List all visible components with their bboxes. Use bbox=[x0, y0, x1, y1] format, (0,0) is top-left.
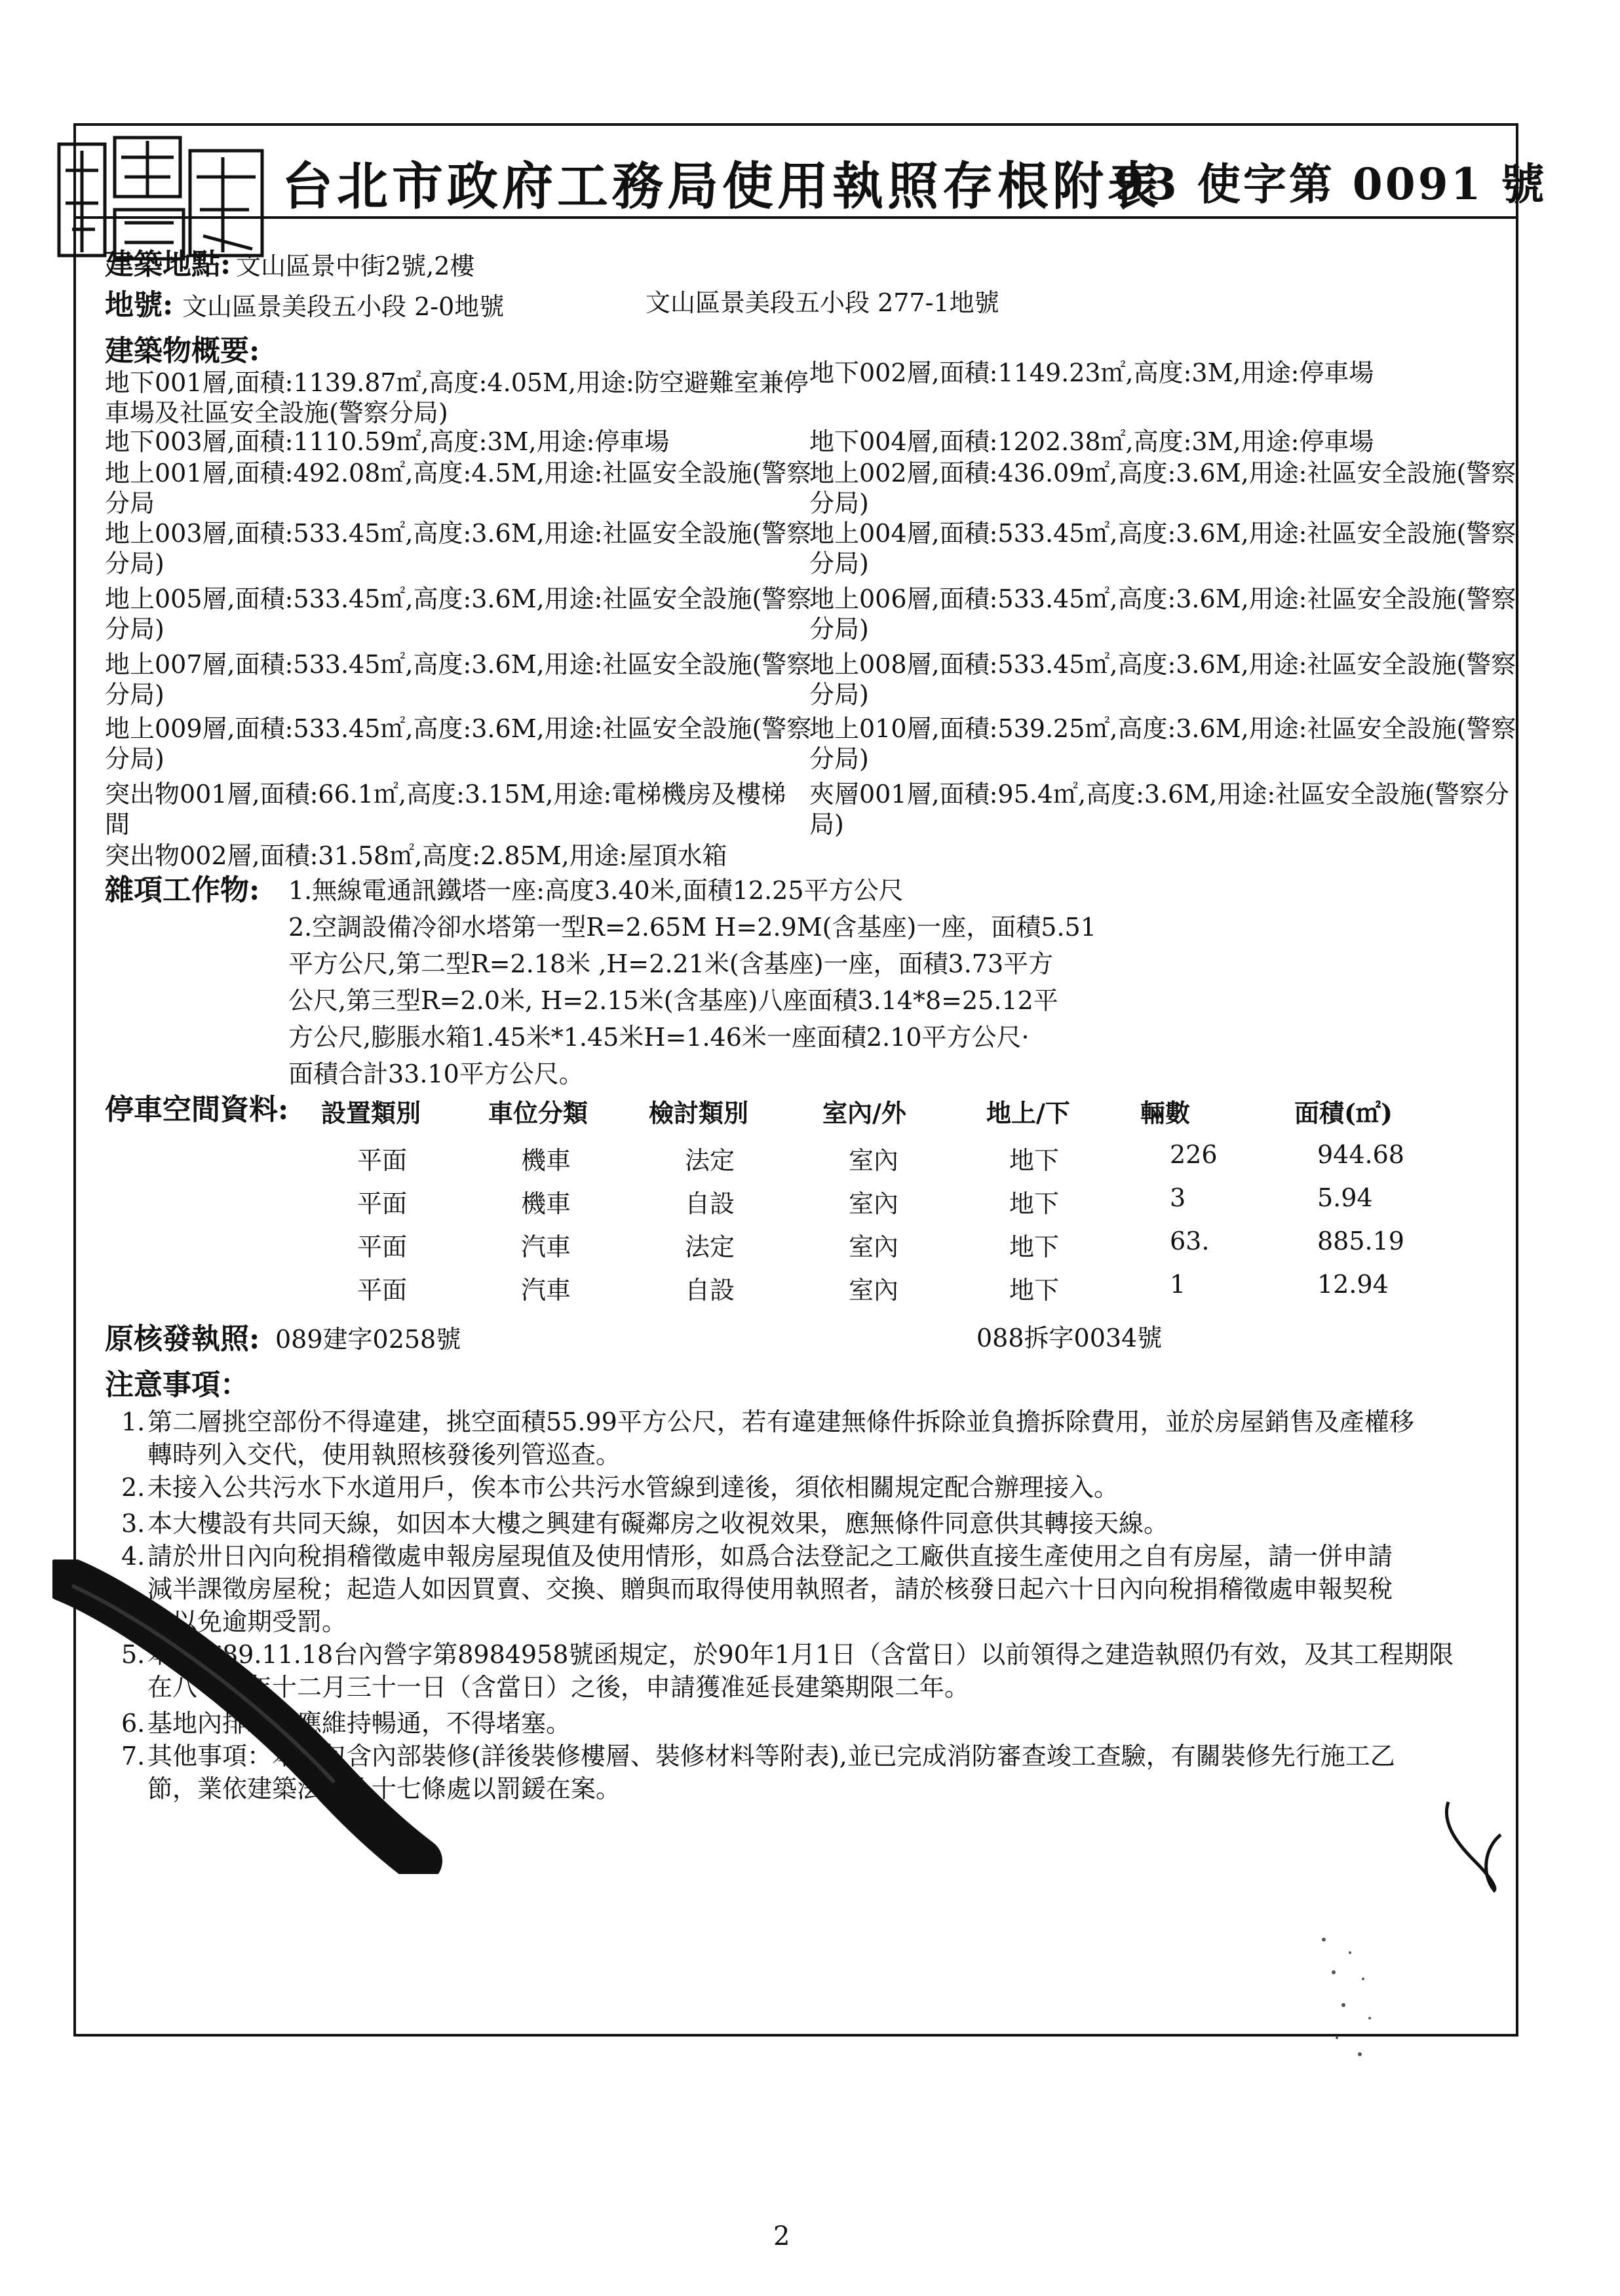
overview-entry-line: 地下004層,面積:1202.38㎡,高度:3M,用途:停車場 bbox=[809, 427, 1374, 456]
note-line: 本大樓設有共同天線，如因本大樓之興建有礙鄰房之收視效果，應無條件同意供其轉接天線。 bbox=[147, 1509, 1169, 1538]
parking-cell: 3 bbox=[1170, 1183, 1186, 1212]
document-title: 台北市政府工務局使用執照存根附表 bbox=[282, 157, 1163, 216]
note-number: 5. bbox=[121, 1640, 145, 1669]
overview-entry-line: 地上002層,面積:436.09㎡,高度:3.6M,用途:社區安全設施(警察 bbox=[809, 459, 1516, 488]
overview-entry-line: 地上006層,面積:533.45㎡,高度:3.6M,用途:社區安全設施(警察 bbox=[809, 584, 1516, 613]
overview-entry-line: 地上009層,面積:533.45㎡,高度:3.6M,用途:社區安全設施(警察 bbox=[105, 714, 812, 743]
note-line: 基地內排水溝應維持暢通，不得堵塞。 bbox=[147, 1709, 571, 1738]
parking-cell: 室內 bbox=[849, 1146, 899, 1175]
note-number: 1. bbox=[121, 1407, 145, 1436]
misc-line: 面積合計33.10平方公尺。 bbox=[288, 1060, 584, 1088]
parking-cell: 自設 bbox=[685, 1276, 735, 1305]
overview-entry-line: 地下002層,面積:1149.23㎡,高度:3M,用途:停車場 bbox=[809, 358, 1374, 387]
parking-cell: 平面 bbox=[357, 1146, 408, 1175]
overview-entry-line: 分局) bbox=[105, 549, 164, 578]
misc-line: 2.空調設備冷卻水塔第一型R=2.65M H=2.9M(含基座)一座，面積5.51 bbox=[288, 913, 1096, 942]
parking-cell: 平面 bbox=[357, 1276, 408, 1305]
note-number: 2. bbox=[121, 1473, 145, 1502]
parking-cell: 地下 bbox=[1009, 1276, 1060, 1305]
note-line: 請於卅日內向稅捐稽徵處申報房屋現值及使用情形，如爲合法登記之工廠供直接生產使用之自有房屋，請一併申請 bbox=[147, 1542, 1393, 1571]
parking-header-cell: 室內/外 bbox=[822, 1098, 906, 1128]
original-license-2: 088拆字0034號 bbox=[976, 1324, 1163, 1352]
note-line: 未接入公共污水下水道用戶，俟本市公共污水管線到達後，須依相關規定配合辦理接入。 bbox=[147, 1473, 1119, 1502]
address-value: 文山區景中街2號,2樓 bbox=[236, 252, 475, 280]
parking-cell: 室內 bbox=[849, 1276, 899, 1305]
parking-cell: 法定 bbox=[685, 1146, 735, 1175]
note-line: 節，業依建築法第八十七條處以罰鍰在案。 bbox=[147, 1774, 621, 1803]
overview-entry-line: 地上005層,面積:533.45㎡,高度:3.6M,用途:社區安全設施(警察 bbox=[105, 584, 812, 613]
parking-cell: 地下 bbox=[1009, 1233, 1060, 1261]
lot-value-1: 文山區景美段五小段 2-0地號 bbox=[182, 292, 505, 321]
parking-cell: 226 bbox=[1170, 1140, 1218, 1169]
overview-entry-line: 地上007層,面積:533.45㎡,高度:3.6M,用途:社區安全設施(警察 bbox=[105, 650, 812, 679]
parking-cell: 地下 bbox=[1009, 1189, 1060, 1218]
overview-entry-line: 地上001層,面積:492.08㎡,高度:4.5M,用途:社區安全設施(警察 bbox=[105, 459, 812, 488]
parking-cell: 平面 bbox=[357, 1233, 408, 1261]
note-line: 本案依89.11.18台內營字第8984958號函規定，於90年1月1日（含當日）以前領得之建造執照仍有效，及其工程期限 bbox=[147, 1640, 1454, 1669]
parking-header-cell: 車位分類 bbox=[488, 1098, 588, 1128]
overview-entry-line: 地上004層,面積:533.45㎡,高度:3.6M,用途:社區安全設施(警察 bbox=[809, 519, 1516, 548]
original-license-1: 089建字0258號 bbox=[275, 1325, 461, 1354]
misc-label: 雜項工作物: bbox=[105, 873, 260, 907]
overview-entry-line: 分局) bbox=[809, 489, 869, 518]
parking-cell: 室內 bbox=[849, 1233, 899, 1261]
note-line: 其他事項：本案包含內部裝修(詳後裝修樓層、裝修材料等附表),並已完成消防審查竣工查驗，有關裝修先行施工乙 bbox=[147, 1742, 1395, 1770]
note-number: 4. bbox=[121, 1542, 145, 1571]
overview-entry-line: 車場及社區安全設施(警察分局) bbox=[105, 398, 448, 427]
overview-entry-line: 間 bbox=[105, 810, 130, 839]
redaction-strike-icon bbox=[52, 1559, 446, 1874]
overview-entry-line: 地上003層,面積:533.45㎡,高度:3.6M,用途:社區安全設施(警察 bbox=[105, 519, 812, 548]
misc-line: 公尺,第三型R=2.0米, H=2.15米(含基座)八座面積3.14*8=25.12平 bbox=[288, 986, 1058, 1015]
note-number: 3. bbox=[121, 1509, 145, 1538]
overview-entry-line: 分局) bbox=[809, 680, 869, 709]
lot-label: 地號: bbox=[105, 288, 174, 322]
overview-entry-line: 地下003層,面積:1110.59㎡,高度:3M,用途:停車場 bbox=[105, 427, 670, 456]
parking-cell: 汽車 bbox=[521, 1276, 571, 1305]
overview-entry-line: 突出物001層,面積:66.1㎡,高度:3.15M,用途:電梯機房及樓梯 bbox=[105, 780, 786, 809]
overview-entry-line: 分局) bbox=[809, 615, 869, 643]
parking-label: 停車空間資料: bbox=[105, 1093, 289, 1126]
parking-cell: 平面 bbox=[357, 1189, 408, 1218]
lot-value-2: 文山區景美段五小段 277-1地號 bbox=[646, 288, 999, 317]
handwritten-mark-icon bbox=[1435, 1795, 1507, 1894]
note-line: 在八十九年十二月三十一日（含當日）之後，申請獲准延長建築期限二年。 bbox=[147, 1673, 970, 1702]
parking-cell: 汽車 bbox=[521, 1233, 571, 1261]
notes-label: 注意事項： bbox=[105, 1368, 249, 1402]
parking-cell: 地下 bbox=[1009, 1146, 1060, 1175]
parking-cell: 機車 bbox=[521, 1189, 571, 1218]
overview-entry-line: 地上008層,面積:533.45㎡,高度:3.6M,用途:社區安全設施(警察 bbox=[809, 650, 1516, 679]
overview-entry-line: 分局) bbox=[105, 615, 164, 643]
overview-entry-line: 分局) bbox=[809, 744, 869, 773]
note-line: 第二層挑空部份不得違建，挑空面積55.99平方公尺，若有違建無條件拆除並負擔拆除費用，並於房屋銷售及產權移 bbox=[147, 1407, 1414, 1436]
original-license-label: 原核發執照: bbox=[105, 1322, 260, 1356]
parking-cell: 法定 bbox=[685, 1233, 735, 1261]
misc-line: 1.無線電通訊鐵塔一座:高度3.40米,面積12.25平方公尺 bbox=[288, 876, 904, 905]
parking-cell: 機車 bbox=[521, 1146, 571, 1175]
parking-header-cell: 輛數 bbox=[1140, 1098, 1191, 1128]
scan-speckle-icon bbox=[1311, 1933, 1389, 2064]
overview-entry-line: 突出物002層,面積:31.58㎡,高度:2.85M,用途:屋頂水箱 bbox=[105, 841, 727, 870]
parking-header-cell: 地上/下 bbox=[986, 1098, 1070, 1128]
parking-header-cell: 檢討類別 bbox=[649, 1098, 749, 1128]
note-number: 7. bbox=[121, 1742, 145, 1770]
parking-cell: 5.94 bbox=[1317, 1183, 1373, 1212]
note-line: 轉時列入交代，使用執照核發後列管巡查。 bbox=[147, 1440, 621, 1469]
overview-entry-line: 夾層001層,面積:95.4㎡,高度:3.6M,用途:社區安全設施(警察分 bbox=[809, 780, 1509, 809]
note-line: 減半課徵房屋稅；起造人如因買賣、交換、贈與而取得使用執照者，請於核發日起六十日內向稅捐稽徵處申報契稅 bbox=[147, 1575, 1393, 1603]
overview-entry-line: 分局) bbox=[105, 744, 164, 773]
parking-header-cell: 面積(㎡) bbox=[1294, 1098, 1393, 1128]
parking-cell: 室內 bbox=[849, 1189, 899, 1218]
parking-cell: 自設 bbox=[685, 1189, 735, 1218]
parking-cell: 944.68 bbox=[1317, 1140, 1404, 1169]
misc-line: 平方公尺,第二型R=2.18米 ,H=2.21米(含基座)一座，面積3.73平方 bbox=[288, 949, 1054, 978]
overview-entry-line: 地上010層,面積:539.25㎡,高度:3.6M,用途:社區安全設施(警察 bbox=[809, 714, 1516, 743]
overview-entry-line: 分局) bbox=[809, 549, 869, 578]
overview-entry-line: 分局) bbox=[105, 680, 164, 709]
overview-entry-line: 分局 bbox=[105, 489, 155, 518]
parking-cell: 1 bbox=[1170, 1270, 1186, 1299]
overview-entry-line: 局) bbox=[809, 810, 844, 839]
permit-number: 93 使字第 0091 號 bbox=[1114, 159, 1547, 210]
parking-header-cell: 設置類別 bbox=[321, 1098, 421, 1128]
parking-cell: 885.19 bbox=[1317, 1227, 1404, 1255]
address-label: 建築地點: bbox=[105, 248, 231, 281]
note-number: 6. bbox=[121, 1709, 145, 1738]
page-number: 2 bbox=[773, 2221, 790, 2251]
misc-line: 方公尺,膨脹水箱1.45米*1.45米H=1.46米一座面積2.10平方公尺· bbox=[288, 1023, 1030, 1052]
parking-cell: 12.94 bbox=[1317, 1270, 1389, 1299]
parking-cell: 63. bbox=[1170, 1227, 1210, 1255]
overview-entry-line: 地下001層,面積:1139.87㎡,高度:4.05M,用途:防空避難室兼停 bbox=[105, 368, 809, 397]
overview-label: 建築物概要: bbox=[105, 334, 260, 368]
note-line: ，以免逾期受罰。 bbox=[147, 1607, 347, 1636]
